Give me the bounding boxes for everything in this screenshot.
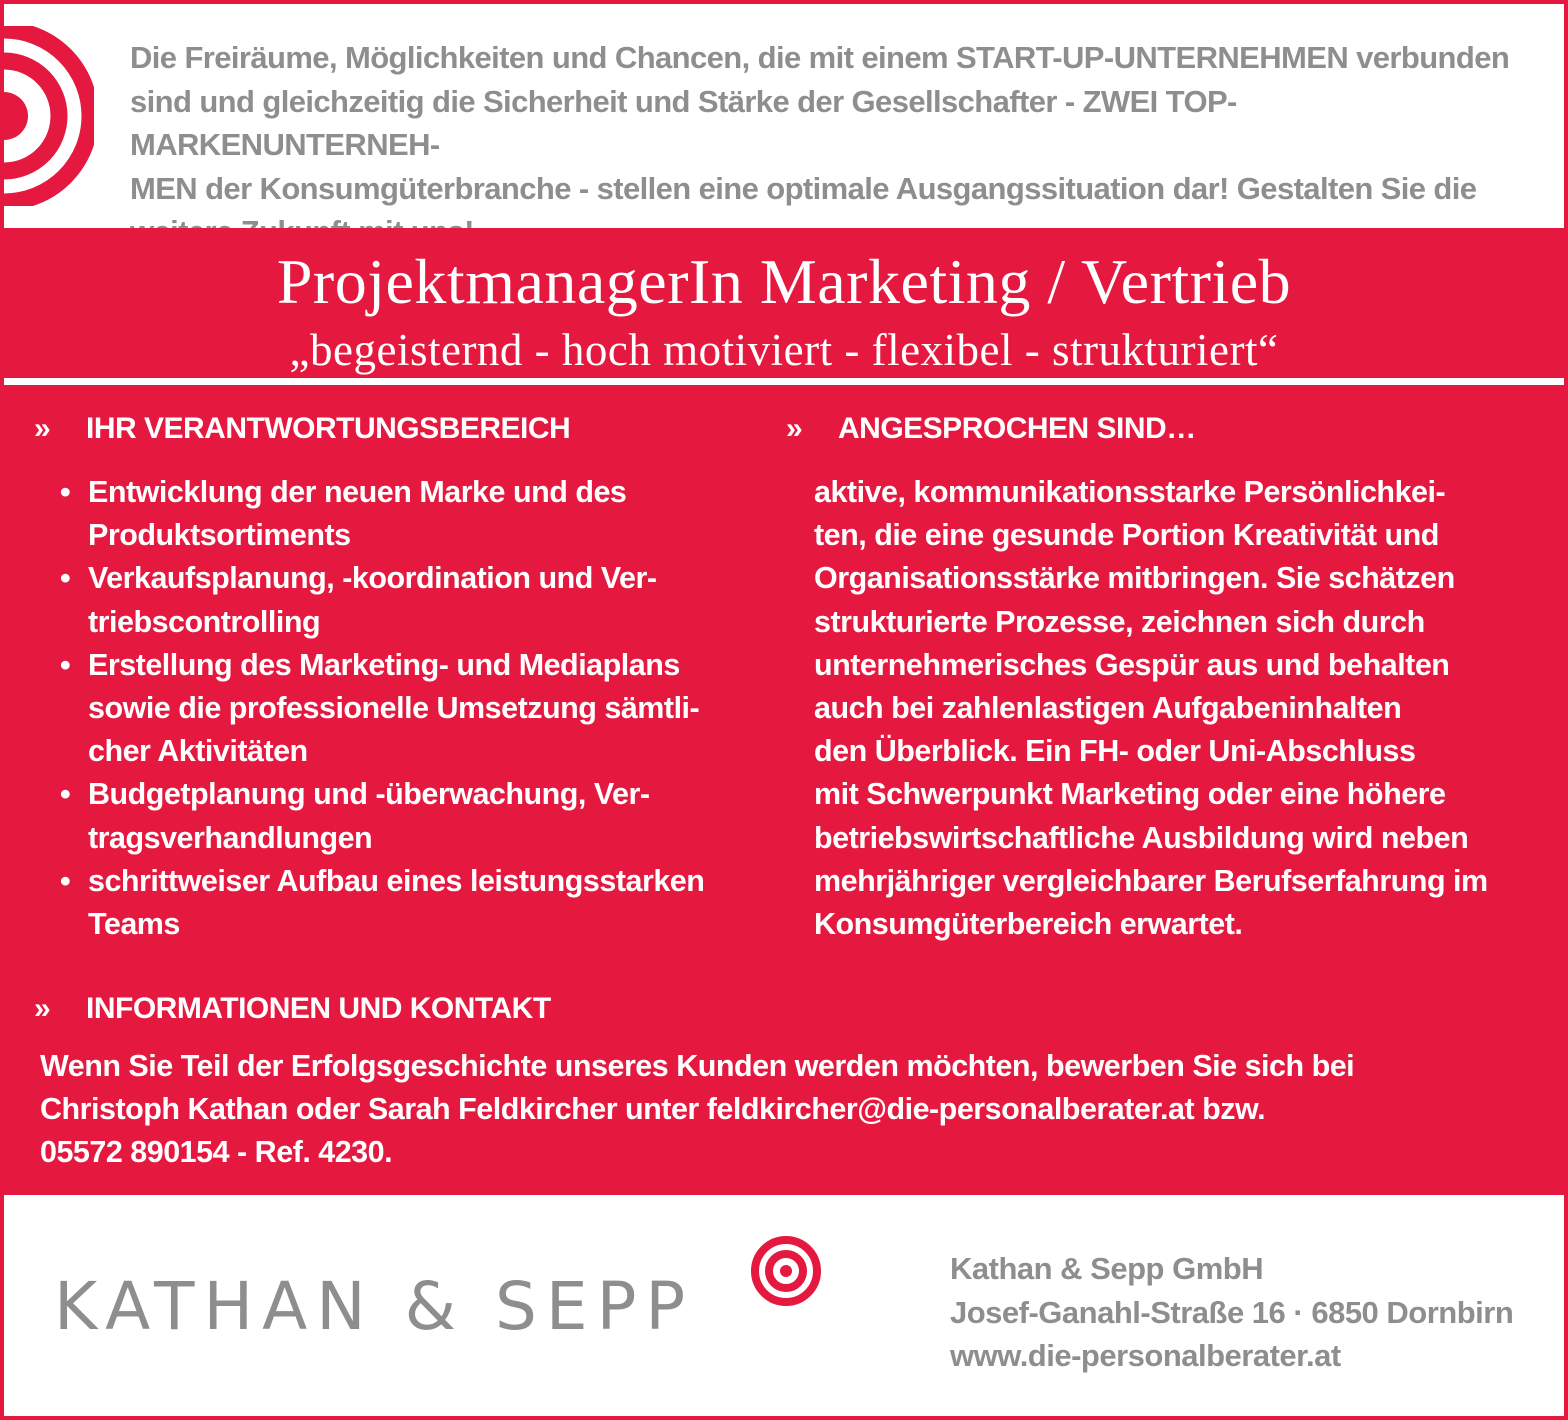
bullet: • (60, 561, 71, 596)
list-item (58, 860, 758, 946)
footer (4, 1195, 1564, 1420)
intro-text (130, 36, 1540, 254)
double-chevron-icon: » (786, 412, 799, 445)
list-item-line: sowie die professionelle Umsetzung sämtli- (88, 691, 700, 726)
intro-line: MEN der Konsumgüterbranche - stellen eine optimale Ausgangssituation dar! Gestalten Sie die (130, 170, 1477, 206)
text-line: Christoph Kathan oder Sarah Feldkircher unter feldkircher@die-personalberater.at bzw. (40, 1092, 1266, 1127)
list-item (58, 773, 758, 859)
title-band (4, 228, 1564, 378)
bullet: • (60, 647, 71, 682)
text-line: den Überblick. Ein FH- oder Uni-Abschluss (814, 734, 1416, 769)
list-item-line: triebscontrolling (88, 604, 321, 639)
list-item (58, 557, 758, 643)
target-group-heading-label: ANGESPROCHEN SIND… (838, 412, 1196, 445)
list-item-line: Produktsortiments (88, 518, 351, 553)
text-line: ten, die eine gesunde Portion Kreativität und (814, 518, 1439, 553)
text-line: 05572 890154 - Ref. 4230. (40, 1135, 393, 1170)
target-rings-icon (750, 1235, 822, 1307)
text-line: strukturierte Prozesse, zeichnen sich durch (814, 604, 1425, 639)
list-item (58, 471, 758, 557)
job-tagline: „begeisternd - hoch motiviert - flexibel - strukturiert“ (289, 325, 1279, 375)
divider (4, 378, 1564, 385)
website-link[interactable]: www.die-personalberater.at (950, 1338, 1341, 1373)
intro-line: Die Freiräume, Möglichkeiten und Chancen, die mit einem START-UP-UNTERNEHMEN verbunden (130, 40, 1510, 75)
text-line: Konsumgüterbereich erwartet. (814, 907, 1243, 942)
target-rings-icon (0, 26, 94, 206)
list-item-line: Teams (88, 907, 180, 942)
list-item-line: Entwicklung der neuen Marke und des (88, 475, 627, 509)
text-line: mehrjähriger vergleichbarer Berufserfahrung im (814, 863, 1488, 898)
company-address (950, 1247, 1513, 1378)
company-logo: KATHAN & SEPP (54, 1268, 695, 1345)
intro-line: sind und gleichzeitig die Sicherheit und Stärke der Gesellschafter - ZWEI TOP-MARKENUNTERNEH- (130, 83, 1237, 162)
double-chevron-icon: » (34, 412, 47, 445)
list-item-line: Verkaufsplanung, -koordination und Ver- (88, 561, 657, 596)
job-title: ProjektmanagerIn Marketing / Vertrieb (276, 246, 1292, 317)
intro-section (4, 4, 1564, 228)
contact-heading-label: INFORMATIONEN UND KONTAKT (86, 992, 551, 1025)
text-line: betriebswirtschaftliche Ausbildung wird neben (814, 820, 1469, 855)
list-item-line: cher Aktivitäten (88, 734, 308, 769)
contact-heading (34, 991, 551, 1027)
bullet: • (60, 475, 71, 509)
text-line: mit Schwerpunkt Marketing oder eine höhere (814, 777, 1446, 812)
list-item-line: Budgetplanung und -überwachung, Ver- (88, 777, 650, 812)
list-item-line: tragsverhandlungen (88, 820, 373, 855)
bullet: • (60, 777, 71, 812)
list-item-line: schrittweiser Aufbau eines leistungsstarken (88, 863, 705, 898)
bullet: • (60, 863, 71, 898)
contact-text (40, 1045, 1520, 1175)
text-line: unternehmerisches Gespür aus und behalten (814, 647, 1450, 682)
company-name: Kathan & Sepp GmbH (950, 1251, 1264, 1286)
target-group-heading (786, 411, 1196, 447)
target-group-text (814, 471, 1544, 946)
list-item (58, 644, 758, 774)
text-line: Organisationsstärke mitbringen. Sie schätzen (814, 561, 1455, 596)
text-line: Wenn Sie Teil der Erfolgsgeschichte unseres Kunden werden möchten, bewerben Sie sich bei (40, 1049, 1355, 1083)
street-address: Josef-Ganahl-Straße 16 · 6850 Dornbirn (950, 1294, 1514, 1330)
text-line: auch bei zahlenlastigen Aufgabeninhalten (814, 691, 1402, 726)
responsibility-list (58, 471, 758, 946)
list-item-line: Erstellung des Marketing- und Mediaplans (88, 647, 680, 682)
responsibility-heading-label: IHR VERANTWORTUNGSBEREICH (86, 412, 571, 445)
double-chevron-icon: » (34, 992, 47, 1025)
responsibility-heading (34, 411, 570, 447)
main-content (4, 385, 1564, 1195)
text-line: aktive, kommunikationsstarke Persönlichkei- (814, 475, 1446, 509)
